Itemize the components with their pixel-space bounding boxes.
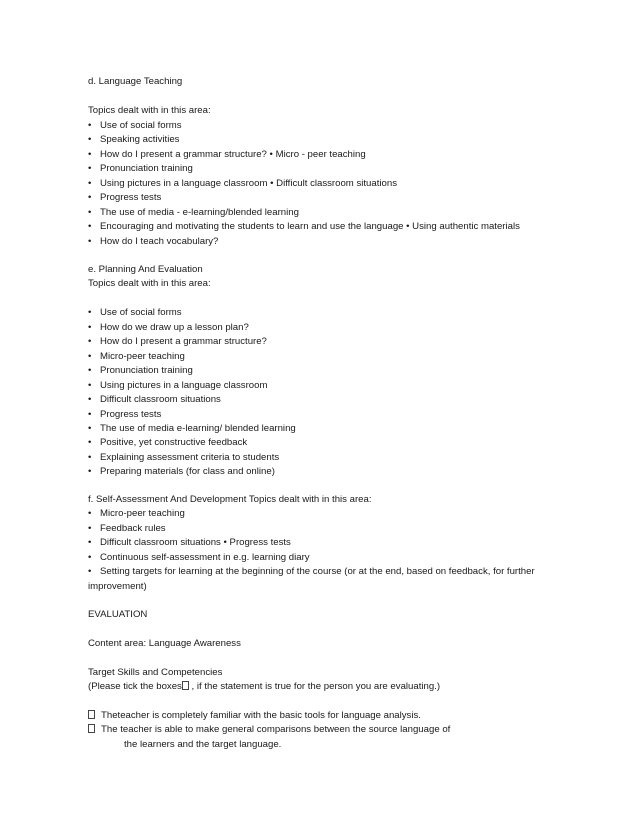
- list-item: • Feedback rules: [88, 523, 166, 534]
- tick-instruction: (Please tick the boxes , if the statement is true for the person you are evaluating.): [88, 681, 441, 692]
- section-d-heading: d. Language Teaching: [88, 76, 183, 87]
- checkbox-glyph-icon: [88, 724, 95, 733]
- section-f-heading: f. Self-Assessment And Development Topics dealt with in this area:: [88, 494, 372, 505]
- checkbox-glyph-icon: [88, 710, 95, 719]
- list-item: • Difficult classroom situations • Progress tests: [88, 537, 291, 548]
- list-item: • Explaining assessment criteria to students: [88, 452, 280, 463]
- list-item: • Encouraging and motivating the students to learn and use the language • Using authentic materials: [88, 221, 520, 232]
- list-item: • The use of media - e-learning/blended learning: [88, 207, 299, 218]
- list-item: • How do we draw up a lesson plan?: [88, 322, 249, 333]
- target-skills-title: Target Skills and Competencies: [88, 667, 223, 678]
- list-item: • The use of media e-learning/ blended learning: [88, 423, 296, 434]
- check-statement: The teacher is able to make general comparisons between the source language of: [88, 724, 450, 736]
- check-statement-continuation: the learners and the target language.: [124, 739, 282, 750]
- section-d-intro: Topics dealt with in this area:: [88, 105, 211, 116]
- list-item: • Continuous self-assessment in e.g. learning diary: [88, 552, 310, 563]
- list-item-continuation: improvement): [88, 581, 147, 592]
- list-item: • Micro-peer teaching: [88, 508, 185, 519]
- list-item: • How do I teach vocabulary?: [88, 236, 219, 247]
- list-item: • How do I present a grammar structure? • Micro - peer teaching: [88, 149, 366, 160]
- section-e-heading: e. Planning And Evaluation: [88, 264, 203, 275]
- content-area-label: Content area: Language Awareness: [88, 638, 241, 649]
- section-e-intro: Topics dealt with in this area:: [88, 278, 211, 289]
- evaluation-heading: EVALUATION: [88, 609, 148, 620]
- list-item: • Difficult classroom situations: [88, 394, 221, 405]
- list-item: • Setting targets for learning at the beginning of the course (or at the end, based on feedback, for further: [88, 566, 535, 577]
- list-item: • Using pictures in a language classroom • Difficult classroom situations: [88, 178, 397, 189]
- list-item: • Preparing materials (for class and online): [88, 466, 275, 477]
- list-item: • Speaking activities: [88, 134, 180, 145]
- list-item: • Pronunciation training: [88, 163, 193, 174]
- list-item: • Micro-peer teaching: [88, 351, 185, 362]
- list-item: • Progress tests: [88, 409, 162, 420]
- list-item: • How do I present a grammar structure?: [88, 336, 267, 347]
- check-statement: Theteacher is completely familiar with the basic tools for language analysis.: [88, 710, 421, 722]
- list-item: • Progress tests: [88, 192, 162, 203]
- list-item: • Use of social forms: [88, 307, 182, 318]
- checkbox-glyph-icon: [182, 681, 189, 690]
- list-item: • Pronunciation training: [88, 365, 193, 376]
- list-item: • Using pictures in a language classroom: [88, 380, 268, 391]
- list-item: • Use of social forms: [88, 120, 182, 131]
- list-item: • Positive, yet constructive feedback: [88, 437, 248, 448]
